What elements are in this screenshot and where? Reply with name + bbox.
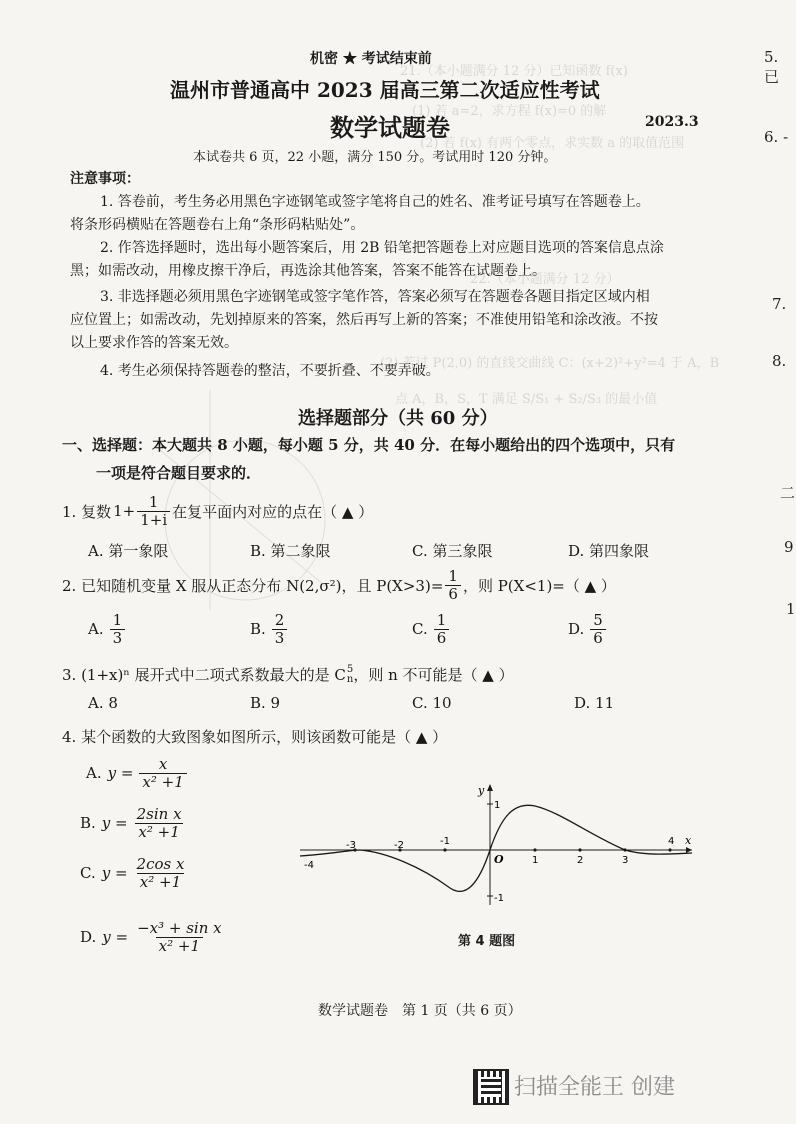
q1-frac-den: 1+i [137, 511, 170, 529]
q4-option-d-num: −x³ + sin x [137, 919, 222, 937]
scanner-watermark: 扫描全能王 创建 [514, 1075, 675, 1100]
section-instruction-1: 一、选择题：本大题共 8 小题，每小题 5 分，共 40 分．在每小题给出的四个选项中，只有 [62, 436, 676, 454]
q4-option-b-fraction [134, 806, 185, 840]
q4-option-c [80, 856, 187, 890]
note-3a: 3. 非选择题必须用黑色字迹钢笔或签字笔作答，答案必须写在答题卷各题目指定区域内相 [100, 289, 650, 305]
q4-option-a-label: A. [86, 764, 102, 782]
y-axis-label: y [478, 784, 485, 797]
q4-option-c-num: 2cos x [136, 855, 185, 873]
q2-option-c-num: 1 [436, 611, 447, 629]
tick-label: -2 [394, 840, 404, 851]
bleed-text: (2) 若 f(x) 有两个零点，求实数 a 的取值范围 [420, 136, 685, 151]
notes-heading: 注意事项： [70, 171, 140, 187]
page-footer: 数学试题卷 第 1 页（共 6 页） [318, 1003, 522, 1019]
q2-option-c-den: 6 [434, 629, 450, 647]
exam-title: 温州市普通高中 2023 届高三第二次适应性考试 [170, 78, 600, 102]
x-axis-label: x [685, 834, 692, 847]
bleed-text: 21.（本小题满分 12 分）已知函数 f(x) [400, 64, 628, 79]
tick-label: -4 [304, 860, 314, 871]
q2-option-c [412, 612, 449, 646]
origin-label: O [494, 853, 504, 866]
edge-text: 二 [780, 484, 796, 502]
q2-fraction [445, 568, 461, 602]
edge-text: 9 [784, 538, 794, 556]
qr-code-icon [473, 1069, 509, 1105]
q3-text: 3. (1+x)ⁿ 展开式中二项式系数最大的是 C [62, 666, 346, 684]
tick-dot [668, 848, 671, 851]
function-curve [300, 805, 692, 891]
q3-option-b: B. 9 [250, 694, 281, 712]
q1-option-a: A. 第一象限 [88, 542, 169, 560]
bleed-text: 22.（本小题满分 12 分） [470, 272, 620, 287]
q4-option-d-lhs: y = [102, 928, 129, 946]
q2-option-a [88, 612, 125, 646]
section-title: 选择题部分（共 60 分） [298, 408, 498, 429]
note-2b: 黑；如需改动，用橡皮擦干净后，再选涂其他答案，答案不能答在试题卷上。 [70, 263, 546, 279]
note-4: 4. 考生必须保持答题卷的整洁，不要折叠、不要弄破。 [100, 363, 440, 379]
bleed-line [160, 450, 330, 590]
q1-option-d: D. 第四象限 [568, 542, 650, 560]
exam-date: 2023.3 [645, 114, 699, 130]
q3-sub: n [346, 673, 354, 685]
q3-sup: 5 [346, 663, 354, 675]
q4-option-b-num: 2sin x [136, 805, 182, 823]
bleed-text: (2) 若过 P(2,0) 的直线交曲线 C：(x+2)²+y²=4 于 A，B [380, 356, 720, 371]
y-tick-1: 1 [494, 800, 501, 811]
q2-option-a-fraction [110, 612, 126, 646]
q1-prefix: 1. 复数 [62, 502, 112, 521]
q4-option-b [80, 806, 185, 840]
edge-text: 1 [786, 600, 796, 618]
q4-option-c-den: x² +1 [137, 873, 184, 891]
q4-option-d-den: x² +1 [156, 937, 203, 955]
q1-frac-num: 1 [148, 493, 159, 511]
q2-option-d-fraction [590, 612, 606, 646]
x-axis-arrow [686, 847, 692, 853]
edge-text: 8. [772, 352, 787, 370]
q2-option-c-fraction [434, 612, 450, 646]
q2-option-c-label: C. [412, 620, 428, 638]
tick-label: -1 [440, 836, 450, 847]
q2-option-a-den: 3 [110, 629, 126, 647]
q1-option-b: B. 第二象限 [250, 542, 331, 560]
y-tick-minus-1: -1 [494, 893, 504, 904]
note-1b: 将条形码横贴在答题卷右上角“条形码粘贴处”。 [70, 217, 365, 233]
q4-option-a-fraction [139, 756, 186, 790]
bleed-text: 点 A，B，S，T 满足 S/S₁ + S₂/S₃ 的最小值 [395, 392, 658, 407]
q2-option-b-den: 3 [272, 629, 288, 647]
q2-suffix: ，则 P(X<1)=（ ▲ ） [462, 576, 616, 595]
q2-option-b-label: B. [250, 620, 266, 638]
q2-option-a-label: A. [88, 620, 104, 638]
tick-label: 4 [668, 836, 675, 847]
q2-frac-num: 1 [448, 567, 458, 585]
y-axis-arrow [487, 784, 493, 791]
q4-option-c-label: C. [80, 864, 96, 882]
q2-option-d-den: 6 [590, 629, 606, 647]
q4-option-a-lhs: y = [107, 764, 134, 782]
tick-label: 2 [577, 855, 584, 866]
q4-option-a [86, 756, 187, 790]
q4-option-b-label: B. [80, 814, 96, 832]
q1-option-c: C. 第三象限 [412, 542, 493, 560]
question-3 [62, 664, 514, 685]
q4-option-d [80, 920, 225, 954]
q3-tail: ，则 n 不可能是（ ▲ ） [353, 666, 514, 684]
q2-option-a-num: 1 [112, 611, 123, 629]
tick-label: 3 [622, 855, 629, 866]
q4-option-b-lhs: y = [101, 814, 128, 832]
tick-dot [578, 848, 581, 851]
q1-one: 1+ [113, 502, 136, 520]
note-3c: 以上要求作答的答案无效。 [70, 335, 238, 351]
edge-text: 6. - [764, 128, 789, 146]
tick-label: -3 [346, 840, 356, 851]
figure-caption: 第 4 题图 [458, 934, 516, 949]
question-4: 4. 某个函数的大致图象如图所示，则该函数可能是（ ▲ ） [62, 728, 448, 746]
q1-suffix: 在复平面内对应的点在（ ▲ ） [172, 502, 374, 521]
q4-option-a-den: x² +1 [139, 773, 186, 791]
note-1a: 1. 答卷前，考生务必用黑色字迹钢笔或签字笔将自己的姓名、准考证号填写在答题卷上。 [100, 194, 650, 210]
section-instruction-2: 一项是符合题目要求的． [96, 464, 262, 482]
q4-option-d-label: D. [80, 928, 97, 946]
bleed-figure [150, 380, 340, 620]
edge-text: 7. [772, 295, 787, 313]
q2-option-d [568, 612, 606, 646]
q3-option-a: A. 8 [88, 694, 118, 712]
note-3b: 应位置上；如需改动，先划掉原来的答案，然后再写上新的答案；不准使用铅笔和涂改液。不按 [70, 312, 658, 328]
q2-option-d-label: D. [568, 620, 585, 638]
q4-option-c-fraction [134, 856, 188, 890]
q2-frac-den: 6 [445, 585, 461, 603]
edge-text: 5. 已 [764, 48, 780, 86]
note-2a: 2. 作答选择题时，选出每小题答案后，用 2B 铅笔把答题卷上对应题目选项的答案信息点涂 [100, 240, 664, 256]
secret-label: 机密 ★ 考试结束前 [310, 51, 432, 67]
q4-option-d-fraction [134, 920, 225, 954]
tick-dot [443, 848, 446, 851]
q2-option-d-num: 5 [593, 611, 603, 629]
q2-option-b-num: 2 [274, 611, 285, 629]
q4-option-b-den: x² +1 [135, 823, 182, 841]
bleed-text: (1) 若 a=2，求方程 f(x)=0 的解 [412, 104, 607, 119]
tick-dot [533, 848, 536, 851]
q3-option-d: D. 11 [574, 694, 615, 712]
q4-option-c-lhs: y = [101, 864, 128, 882]
tick-label: 1 [532, 855, 539, 866]
paper-subtitle: 数学试题卷 [330, 113, 450, 142]
q3-option-c: C. 10 [412, 694, 452, 712]
function-graph [290, 780, 700, 910]
exam-info: 本试卷共 6 页，22 小题，满分 150 分。考试用时 120 分钟。 [193, 150, 557, 165]
q4-option-a-num: x [158, 755, 168, 773]
q2-prefix: 2. 已知随机变量 X 服从正态分布 N(2,σ²)，且 P(X>3)= [62, 576, 444, 595]
